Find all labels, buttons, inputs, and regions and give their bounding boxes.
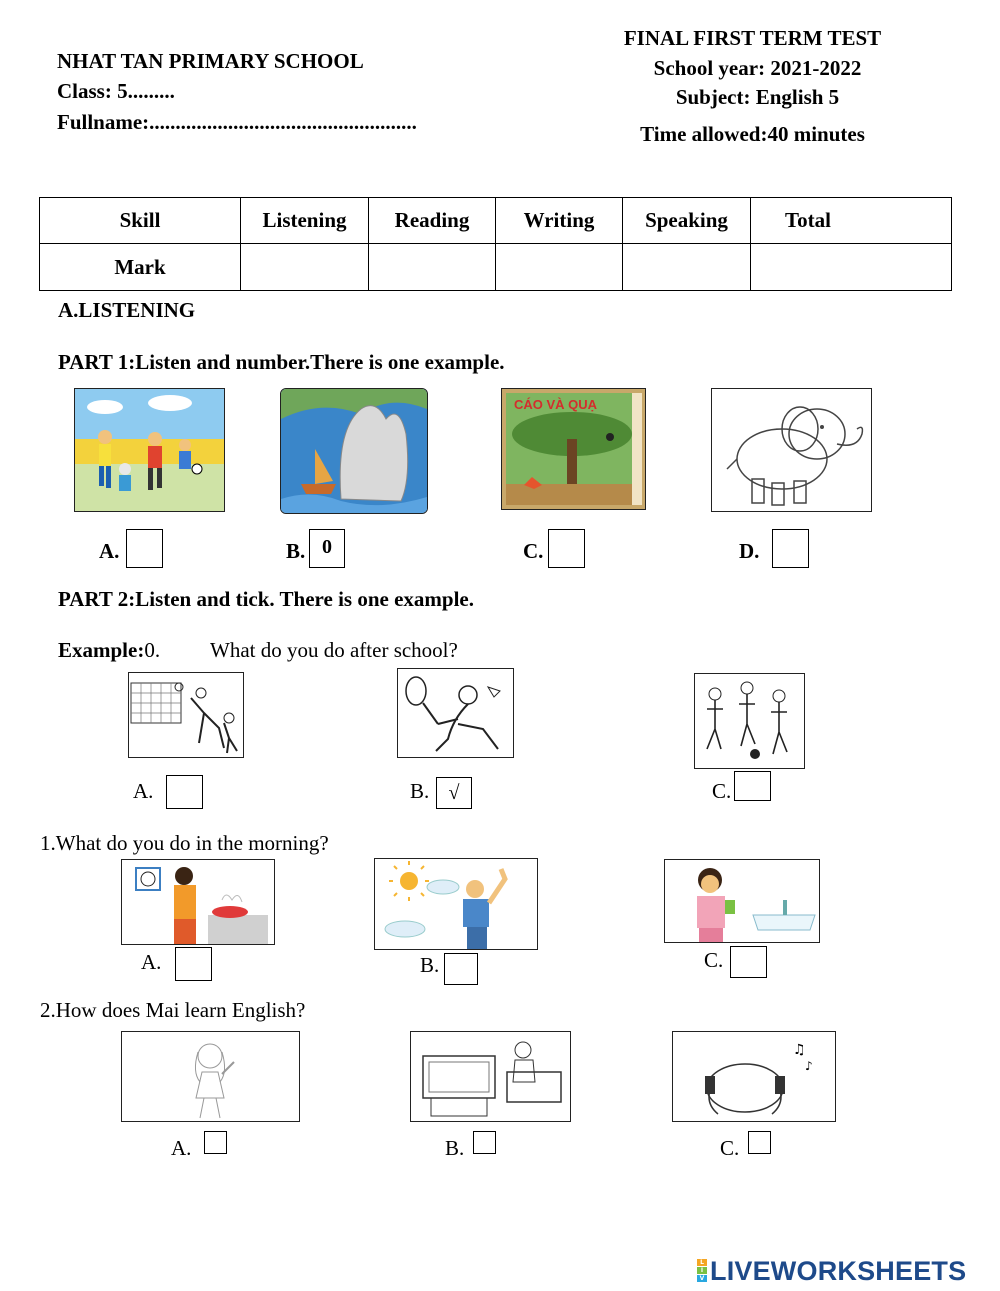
header-writing: Writing (496, 198, 623, 244)
q2-box-a[interactable] (204, 1131, 227, 1154)
part1-answer-box-b[interactable]: 0 (309, 529, 345, 568)
example-box-c[interactable] (734, 771, 771, 801)
singing-girl-image (121, 1031, 300, 1122)
time-allowed: Time allowed:40 minutes (640, 122, 865, 146)
badminton-image (397, 668, 514, 758)
logo-mark-v: V (697, 1275, 707, 1282)
part1-answer-box-c[interactable] (548, 529, 585, 568)
logo-mark-i: I (697, 1267, 707, 1274)
q1-box-b[interactable] (444, 953, 478, 985)
subject: Subject: English 5 (675, 85, 840, 109)
logo-mark-icon (697, 1259, 707, 1283)
q1-label-b: B. (420, 953, 440, 977)
part1-label-c: C. (523, 539, 544, 563)
ha-long-bay-image (280, 388, 428, 514)
school-name: NHAT TAN PRIMARY SCHOOL (57, 49, 364, 73)
header-skill: Skill (40, 198, 241, 244)
example-label-a: A. (133, 779, 154, 803)
mark-cell-writing[interactable] (496, 244, 623, 291)
header-speaking: Speaking (623, 198, 751, 244)
example-box-a[interactable] (166, 775, 203, 809)
q1-label-c: C. (704, 948, 724, 972)
q2-box-b[interactable] (473, 1131, 496, 1154)
svg-text:♪: ♪ (805, 1059, 813, 1073)
exercise-image (374, 858, 538, 950)
example-label: Example: (58, 638, 145, 662)
class-line: Class: 5......... (57, 79, 175, 103)
header-listening: Listening (241, 198, 369, 244)
q1-box-a[interactable] (175, 947, 212, 981)
logo-mark-l: L (697, 1259, 707, 1266)
school-year: School year: 2021-2022 (653, 56, 862, 80)
part1-label-d: D. (739, 539, 760, 563)
part1-title: PART 1:Listen and number.There is one example. (58, 350, 505, 374)
q1-box-c[interactable] (730, 946, 767, 978)
part1-label-b: B. (286, 539, 306, 563)
part1-label-a: A. (99, 539, 120, 563)
fullname-line: Fullname:................................................... (57, 110, 417, 134)
volleyball-image (128, 672, 244, 758)
part1-answer-box-d[interactable] (772, 529, 809, 568)
listening-music-image (672, 1031, 836, 1122)
part2-title: PART 2:Listen and tick. There is one example. (58, 587, 474, 611)
fox-and-crow-book-image (501, 388, 646, 510)
example-line (58, 638, 160, 663)
mark-cell-listening[interactable] (241, 244, 369, 291)
header-reading: Reading (369, 198, 496, 244)
example-label-b: B. (410, 779, 430, 803)
question-1: 1.What do you do in the morning? (40, 831, 329, 855)
book-title: CÁO VÀ QUẠ (514, 397, 598, 412)
example-question: What do you do after school? (210, 638, 458, 662)
elephant-image (711, 388, 872, 512)
mark-cell-speaking[interactable] (623, 244, 751, 291)
boys-football-image (694, 673, 805, 769)
logo-text: LIVEWORKSHEETS (710, 1255, 967, 1286)
q2-label-a: A. (171, 1136, 192, 1160)
cooking-image (121, 859, 275, 945)
q1-label-a: A. (141, 950, 162, 974)
mark-cell-reading[interactable] (369, 244, 496, 291)
kids-football-image (74, 388, 225, 512)
svg-text:♫: ♫ (793, 1042, 806, 1058)
mark-cell-total[interactable] (751, 244, 952, 291)
question-2: 2.How does Mai learn English? (40, 998, 306, 1022)
row-mark-label: Mark (40, 244, 241, 291)
brushing-teeth-image (664, 859, 820, 943)
liveworksheets-logo (697, 1256, 966, 1286)
section-a-title: A.LISTENING (58, 298, 196, 322)
q2-label-c: C. (720, 1136, 740, 1160)
part1-answer-box-a[interactable] (126, 529, 163, 568)
header-total: Total (751, 198, 952, 244)
test-title: FINAL FIRST TERM TEST (623, 26, 882, 50)
mark-table (39, 197, 952, 291)
example-number: 0. (144, 638, 161, 662)
q2-label-b: B. (445, 1136, 465, 1160)
example-label-c: C. (712, 779, 732, 803)
example-box-b[interactable]: √ (436, 777, 472, 809)
watching-tv-image (410, 1031, 571, 1122)
q2-box-c[interactable] (748, 1131, 771, 1154)
